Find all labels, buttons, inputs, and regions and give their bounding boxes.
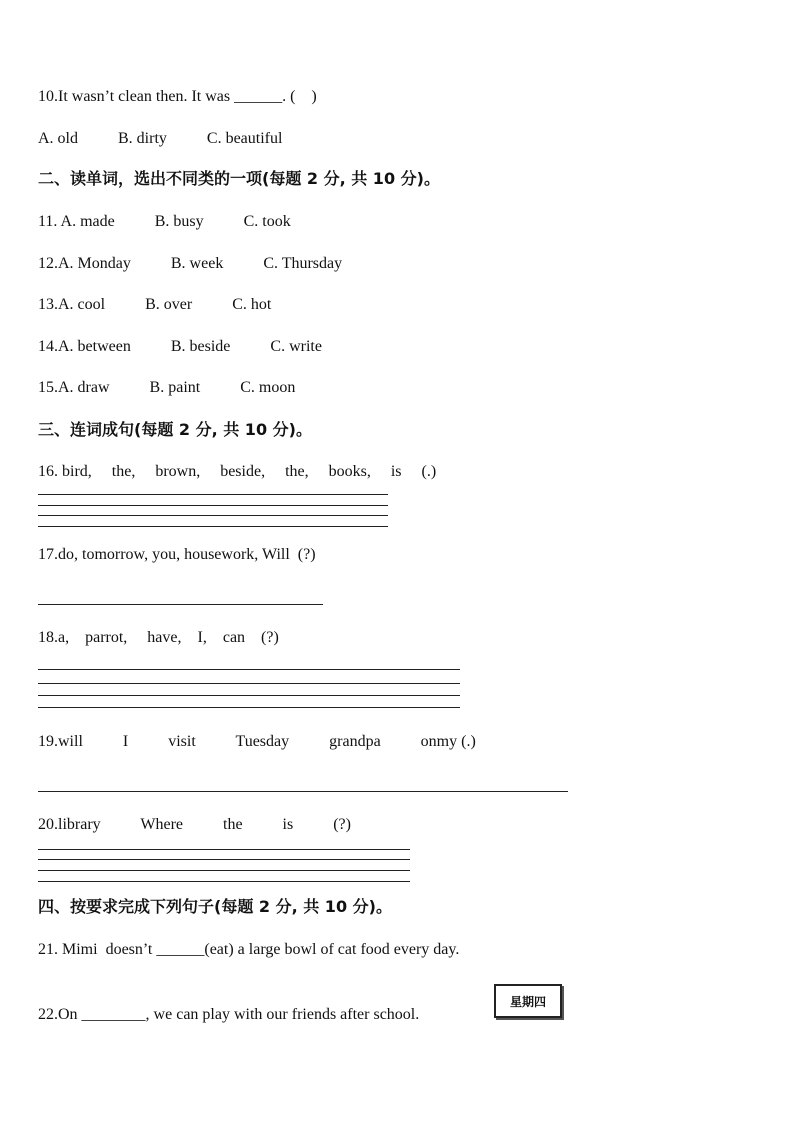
q21: 21. Mimi doesn’t ______(eat) a large bowl of cat food every day.: [38, 941, 460, 958]
section2-heading: 二、读单词，选出不同类的一项(每题 2 分, 共 10 分)。: [38, 169, 440, 188]
answer-line: [38, 515, 388, 516]
section4-heading: 四、按要求完成下列句子(每题 2 分, 共 10 分)。: [38, 897, 392, 916]
answer-line: [38, 849, 410, 850]
q18: 18.a, parrot, have, I, can (?): [38, 629, 279, 646]
answer-line: [38, 870, 410, 871]
q12: 12.A. Monday B. week C. Thursday: [38, 255, 343, 272]
answer-line: [38, 494, 388, 495]
q15: 15.A. draw B. paint C. moon: [38, 379, 296, 396]
q19: 19.will I visit Tuesday grandpa onmy (.): [38, 733, 476, 750]
q14: 14.A. between B. beside C. write: [38, 338, 322, 355]
answer-line: [38, 526, 388, 527]
section3-heading: 三、连词成句(每题 2 分, 共 10 分)。: [38, 420, 312, 439]
q16: 16. bird, the, brown, beside, the, books, is (.): [38, 463, 437, 480]
q17: 17.do, tomorrow, you, housework, Will (?): [38, 546, 316, 563]
answer-line: [38, 791, 568, 792]
q22: 22.On ________, we can play with our friends after school.: [38, 1006, 420, 1023]
answer-line: [38, 604, 323, 605]
answer-line: [38, 859, 410, 860]
weekday-badge: 星期四: [494, 984, 562, 1018]
answer-line: [38, 505, 388, 506]
answer-line: [38, 669, 460, 670]
q10-options: A. old B. dirty C. beautiful: [38, 130, 283, 147]
answer-line: [38, 695, 460, 696]
q13: 13.A. cool B. over C. hot: [38, 296, 272, 313]
q20: 20.library Where the is (?): [38, 816, 351, 833]
q10-question: 10.It wasn’t clean then. It was ______. ( ): [38, 88, 317, 105]
q11: 11. A. made B. busy C. took: [38, 213, 291, 230]
answer-line: [38, 707, 460, 708]
answer-line: [38, 881, 410, 882]
answer-line: [38, 683, 460, 684]
